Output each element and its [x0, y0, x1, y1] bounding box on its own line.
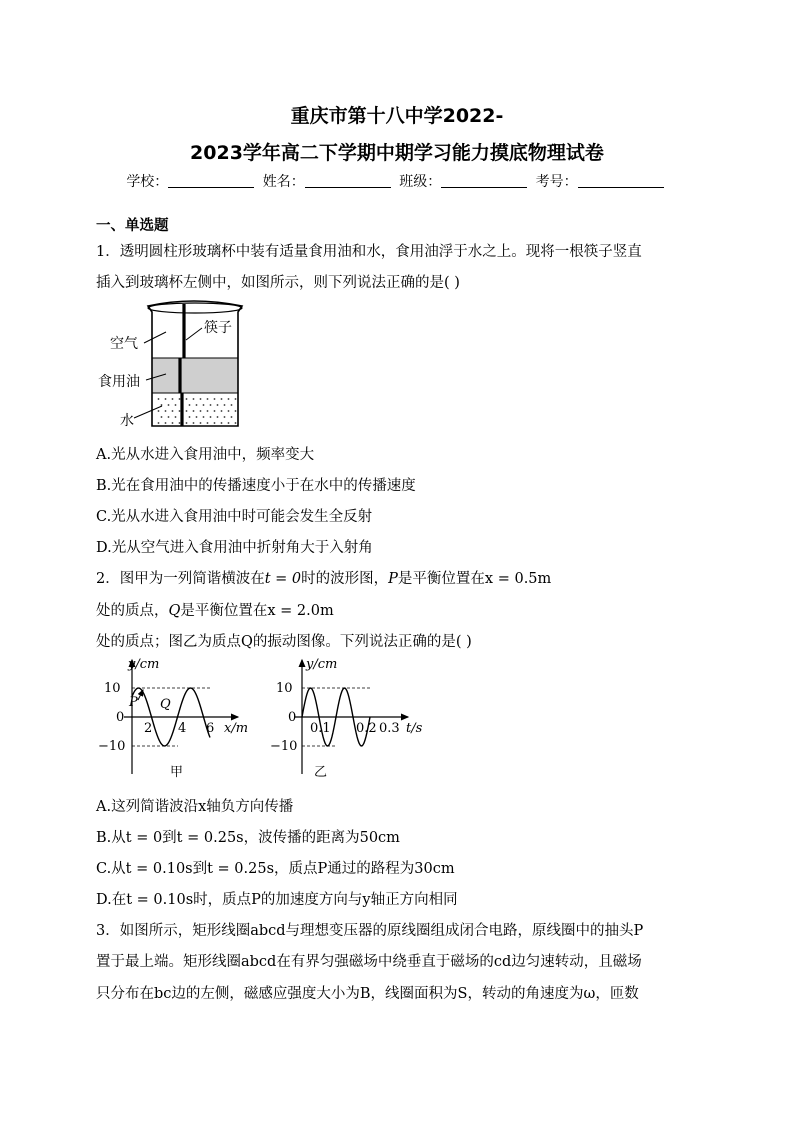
- school-label: 学校：: [126, 174, 169, 190]
- water-dot: [179, 410, 181, 412]
- water-dot: [235, 410, 237, 412]
- number-blank[interactable]: [578, 174, 664, 188]
- fig-a-ylabel: y/cm: [128, 657, 160, 672]
- number-label: 考号：: [535, 174, 578, 190]
- water-dot: [214, 398, 216, 400]
- water-dot: [158, 422, 160, 424]
- q2-option-b[interactable]: B.从t = 0到t = 0.25s，波传播的距离为50cm: [96, 830, 400, 846]
- water-dot: [175, 404, 177, 406]
- water-dot: [158, 410, 160, 412]
- q1-beaker-figure: [96, 298, 256, 433]
- q1-option-d[interactable]: D.光从空气进入食用油中折射角大于入射角: [96, 540, 373, 556]
- class-label: 班级：: [399, 174, 442, 190]
- water-dot: [231, 416, 233, 418]
- fig-a-ytick: 10: [104, 681, 121, 696]
- water-dot: [221, 422, 223, 424]
- water-dot: [228, 410, 230, 412]
- q2-option-c[interactable]: C.从t = 0.10s到t = 0.25s，质点P通过的路程为30cm: [96, 861, 455, 877]
- fig-a-xtick: 2: [144, 721, 153, 736]
- q2-option-a[interactable]: A.这列简谐波沿x轴负方向传播: [96, 799, 294, 815]
- water-dot: [203, 416, 205, 418]
- label-air: 空气: [110, 336, 138, 352]
- water-dot: [172, 422, 174, 424]
- water-dot: [189, 416, 191, 418]
- q3-stem-line-1: 3．如图所示，矩形线圈abcd与理想变压器的原线圈组成闭合电路，原线圈中的抽头P: [96, 923, 644, 939]
- q3-stem-line-3: 只分布在bc边的左侧，磁感应强度大小为B，线圈面积为S，转动的角速度为ω，匝数: [96, 986, 639, 1002]
- water-dot: [203, 404, 205, 406]
- water-dot: [228, 398, 230, 400]
- water-dot: [217, 404, 219, 406]
- q2-stem-line-1: 2．图甲为一列简谐横波在t = 0时的波形图，P是平衡位置在x = 0.5m: [96, 571, 552, 587]
- water-dot: [200, 398, 202, 400]
- q1-option-a[interactable]: A.光从水进入食用油中，频率变大: [96, 447, 315, 463]
- class-blank[interactable]: [441, 174, 527, 188]
- fig-a-xtick: 4: [178, 721, 187, 736]
- water-dot: [168, 416, 170, 418]
- water-dot: [235, 398, 237, 400]
- student-info-row: [0, 171, 794, 191]
- water-dot: [214, 410, 216, 412]
- label-chopsticks: 筷子: [204, 320, 232, 336]
- water-dot: [158, 398, 160, 400]
- school-blank[interactable]: [168, 174, 254, 188]
- title-line-2: 2023学年高二下学期中期学习能力摸底物理试卷: [190, 142, 604, 164]
- section-heading: 一、单选题: [96, 217, 169, 234]
- water-dot: [221, 398, 223, 400]
- water-dot: [172, 398, 174, 400]
- water-dot: [221, 410, 223, 412]
- water-dot: [172, 410, 174, 412]
- water-dot: [193, 422, 195, 424]
- fig-b-ytick: 10: [276, 681, 293, 696]
- oil-layer: [152, 358, 238, 393]
- point-q-label: Q: [160, 697, 171, 712]
- water-dot: [210, 416, 212, 418]
- q1-stem-line-1: 1．透明圆柱形玻璃杯中装有适量食用油和水，食用油浮于水之上。现将一根筷子竖直: [96, 244, 642, 260]
- fig-b-ytick: −10: [270, 739, 298, 754]
- water-dot: [179, 398, 181, 400]
- water-dot: [161, 416, 163, 418]
- fig-b-xtick: 0.1: [310, 721, 331, 736]
- q2-stem-line-3: 处的质点；图乙为质点Q的振动图像。下列说法正确的是( ): [96, 634, 472, 650]
- water-dot: [207, 410, 209, 412]
- q1-stem-line-2: 插入到玻璃杯左侧中，如图所示，则下列说法正确的是( ): [96, 275, 460, 291]
- water-dot: [228, 422, 230, 424]
- q2-stem-line-2: 处的质点，Q是平衡位置在x = 2.0m: [96, 603, 334, 619]
- label-oil: 食用油: [98, 374, 140, 390]
- water-layer: [158, 398, 237, 424]
- fig-a-xlabel: x/m: [224, 721, 249, 736]
- water-dot: [200, 410, 202, 412]
- fig-a-caption: 甲: [170, 765, 184, 780]
- water-dot: [235, 422, 237, 424]
- q2-option-d[interactable]: D.在t = 0.10s时，质点P的加速度方向与y轴正方向相同: [96, 892, 458, 908]
- fig-b-caption: 乙: [314, 765, 328, 780]
- fig-a-ytick: −10: [98, 739, 126, 754]
- fig-a-ytick: 0: [116, 710, 125, 725]
- water-dot: [186, 422, 188, 424]
- water-dot: [210, 404, 212, 406]
- water-dot: [165, 422, 167, 424]
- water-dot: [196, 416, 198, 418]
- water-dot: [186, 398, 188, 400]
- fig-b-xtick: 0.3: [379, 721, 400, 736]
- q2-wave-figure: [96, 656, 256, 784]
- label-water: 水: [120, 413, 134, 429]
- fig-a-xtick: 6: [206, 721, 215, 736]
- water-dot: [189, 404, 191, 406]
- water-dot: [207, 398, 209, 400]
- water-dot: [196, 404, 198, 406]
- water-dot: [224, 416, 226, 418]
- water-dot: [217, 416, 219, 418]
- fig-b-ytick: 0: [288, 710, 297, 725]
- water-dot: [165, 410, 167, 412]
- water-dot: [179, 422, 181, 424]
- water-dot: [193, 398, 195, 400]
- water-dot: [161, 404, 163, 406]
- water-dot: [186, 410, 188, 412]
- q2-vibration-figure: [266, 656, 436, 784]
- water-dot: [193, 410, 195, 412]
- q1-option-b[interactable]: B.光在食用油中的传播速度小于在水中的传播速度: [96, 478, 416, 494]
- water-dot: [175, 416, 177, 418]
- water-dot: [231, 404, 233, 406]
- q3-stem-line-2: 置于最上端。矩形线圈abcd在有界匀强磁场中绕垂直于磁场的cd边匀速转动，且磁场: [96, 954, 642, 970]
- name-blank[interactable]: [305, 174, 391, 188]
- water-dot: [207, 422, 209, 424]
- q1-option-c[interactable]: C.光从水进入食用油中时可能会发生全反射: [96, 509, 373, 525]
- fig-b-ylabel: y/cm: [306, 657, 338, 672]
- water-dot: [165, 398, 167, 400]
- water-dot: [214, 422, 216, 424]
- water-dot: [200, 422, 202, 424]
- water-dot: [224, 404, 226, 406]
- water-dot: [168, 404, 170, 406]
- title-line-1: 重庆市第十八中学2022-: [290, 105, 504, 127]
- fig-b-xlabel: t/s: [406, 721, 423, 736]
- name-label: 姓名：: [262, 174, 305, 190]
- point-p-label: P: [129, 695, 138, 710]
- fig-b-xtick: 0.2: [356, 721, 377, 736]
